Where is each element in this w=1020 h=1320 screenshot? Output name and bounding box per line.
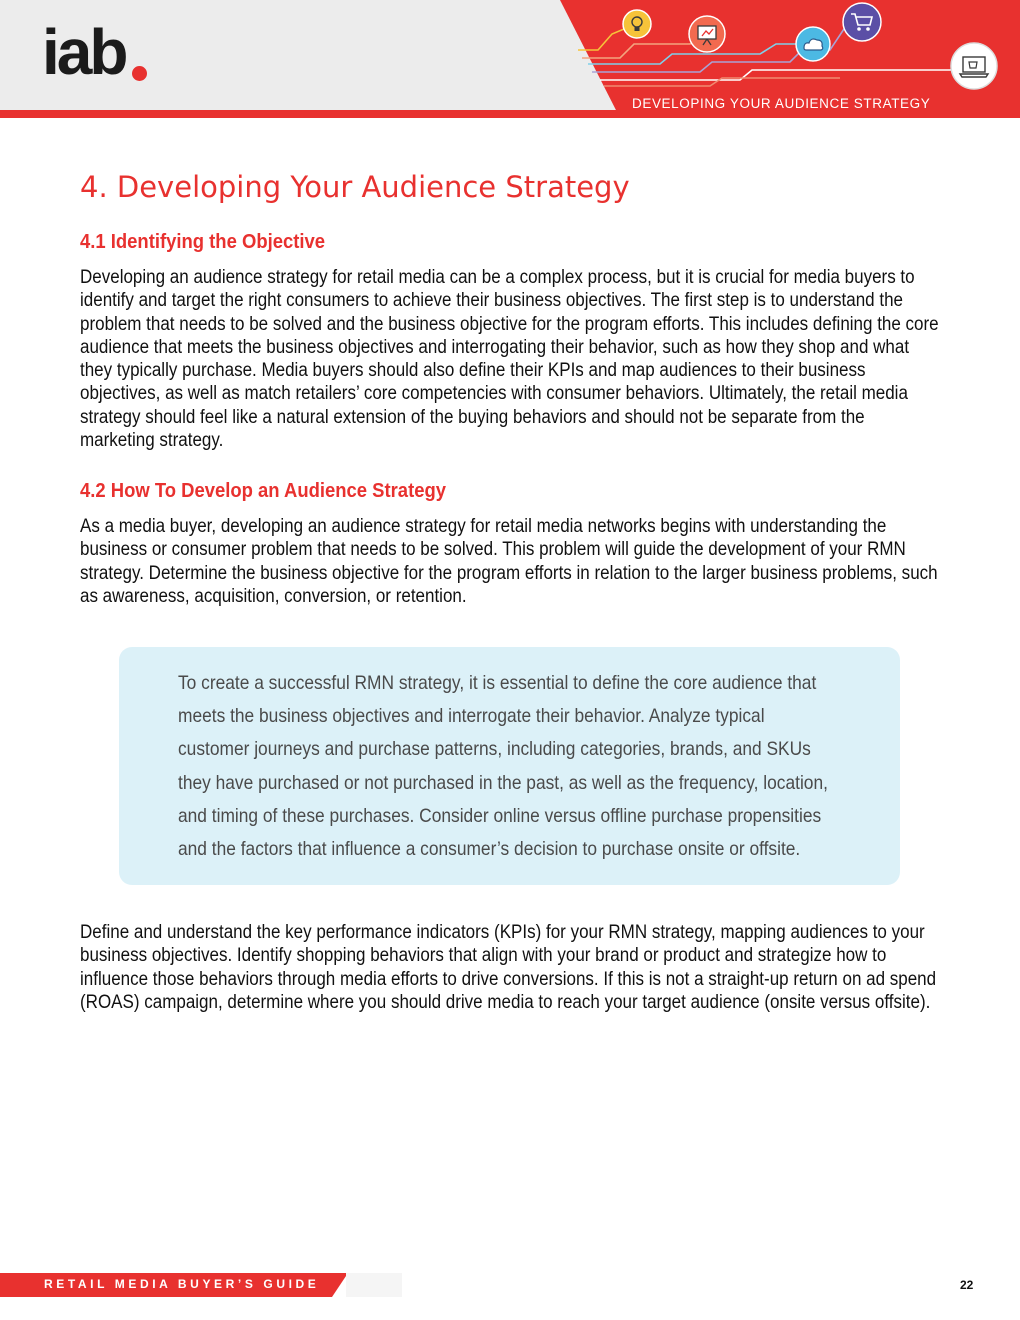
callout-text: To create a successful RMN strategy, it is essential to define the core audience that meets the business objectives and interrogate their behavior. Analyze typical customer journeys and purchase patterns, including categories, brands, and SKUs they have purchased or not purchased in the past, as well as the frequency, location, and timing of these purchases. Consider online versus offline purchase propensities and the factors that influence a consumer’s decision to purchase onsite or offsite. — [178, 672, 828, 861]
iab-logo-dot — [132, 66, 147, 81]
presentation-icon — [688, 15, 726, 53]
cloud-icon — [795, 26, 831, 62]
iab-logo: iab — [42, 16, 126, 88]
lightbulb-icon — [622, 9, 652, 39]
shopping-cart-icon — [842, 2, 882, 42]
page-header — [0, 0, 1020, 118]
section-heading-4-1: 4.1 Identifying the Objective — [80, 230, 326, 253]
closing-paragraph: Define and understand the key performance indicators (KPIs) for your RMN strategy, mapping audiences to your business objectives. Identify shopping behaviors that align with your brand or product and strategize how to influence those behaviors through media efforts to drive conversions. If this is not a straight-up return on ad spend (ROAS) campaign, determine where you should drive media to reach your target audience (onsite versus offsite). — [80, 922, 937, 1013]
page-number: 22 — [960, 1278, 974, 1292]
header-section-title: DEVELOPING YOUR AUDIENCE STRATEGY — [632, 96, 931, 111]
section-paragraph-4-1: Developing an audience strategy for retail media can be a complex process, but it is crucial for media buyers to identify and target the right consumers to achieve their business objectives. The first step is to understand the problem that needs to be solved and the business objective for the program efforts. This includes defining the core audience that meets the business objectives and interrogating their behavior, such as how they shop and what they typically purchase. Media buyers should also define their KPIs and map audiences to their business objectives, as well as match retailers’ core competencies with consumer behaviors. Ultimately, the retail media strategy should feel like a natural extension of the buying behaviors and should not be separate from the marketing strategy. — [80, 267, 939, 452]
page-title: 4. Developing Your Audience Strategy — [80, 170, 630, 204]
callout-box — [119, 647, 900, 885]
section-paragraph-4-2: As a media buyer, developing an audience strategy for retail media networks begins with understanding the business or consumer problem that needs to be solved. This problem will guide the development of your RMN strategy. Determine the business objective for the program efforts in relation to the larger business problems, such as awareness, acquisition, conversion, or retention. — [80, 516, 938, 607]
section-heading-4-2: 4.2 How To Develop an Audience Strategy — [80, 479, 447, 502]
footer-guide-label: RETAIL MEDIA BUYER’S GUIDE — [44, 1277, 320, 1291]
laptop-shopping-icon — [950, 42, 998, 90]
